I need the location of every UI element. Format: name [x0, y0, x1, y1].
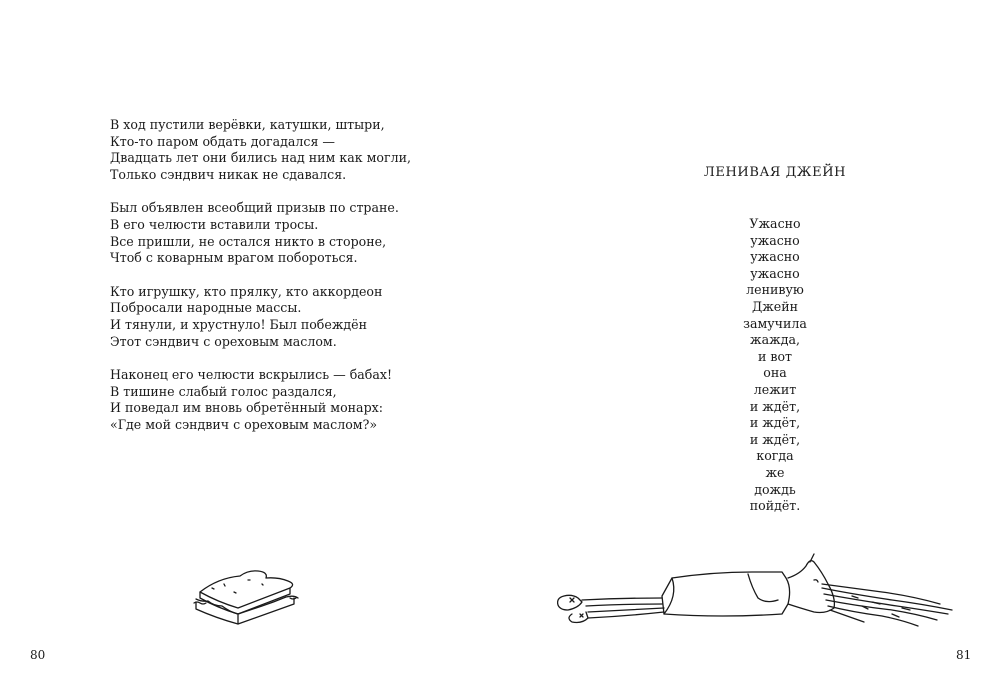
poem-line: И тянули, и хрустнуло! Был побеждён — [110, 316, 368, 332]
lying-girl-drawing — [552, 548, 972, 633]
poem-line: замучила — [743, 315, 807, 331]
stanza — [110, 284, 470, 350]
poem-line: пойдёт. — [749, 498, 801, 514]
stanza — [110, 367, 470, 433]
poem-line: Побросали народные массы. — [110, 300, 302, 316]
poem-line: и ждёт, — [749, 415, 801, 431]
poem-line: ужасно — [750, 232, 800, 248]
right-page — [500, 0, 1000, 688]
poem-line: Кто игрушку, кто прялку, кто аккордеон — [110, 283, 383, 299]
poem-body — [675, 216, 875, 515]
poem-line: дождь — [754, 481, 796, 497]
poem-line: Двадцать лет они бились над ним как могли, — [110, 150, 411, 166]
poem-line: когда — [756, 448, 794, 464]
poem-line: и ждёт, — [749, 398, 801, 414]
poem-line: и ждёт, — [749, 431, 801, 447]
stanza — [110, 117, 470, 183]
page-number: 81 — [956, 648, 972, 662]
poem-line: же — [765, 464, 785, 480]
poem-stanzas — [110, 117, 470, 451]
poem-line: Кто-то паром обдать догадался — — [110, 133, 336, 149]
poem-line: В ход пустили верёвки, катушки, штыри, — [110, 117, 385, 132]
poem-line: Был объявлен всеобщий призыв по стране. — [110, 200, 399, 216]
poem-line: Ужасно — [749, 216, 801, 231]
poem-line: Наконец его челюсти вскрылись — бабах! — [110, 367, 393, 383]
poem-line: ленивую — [746, 282, 804, 298]
stanza — [110, 200, 470, 266]
poem-line: Джейн — [751, 298, 799, 314]
poem-line: И поведал им вновь обретённый монарх: — [110, 400, 383, 416]
poem-line: Чтоб с коварным врагом побороться. — [110, 250, 358, 266]
poem-line: «Где мой сэндвич с ореховым маслом?» — [110, 416, 378, 432]
poem-line: Все пришли, не остался никто в стороне, — [110, 233, 387, 249]
poem-line: и вот — [757, 348, 793, 364]
poem-line: ужасно — [750, 265, 800, 281]
poem-line: Этот сэндвич с ореховым маслом. — [110, 333, 337, 349]
poem-line: она — [763, 365, 787, 381]
poem-line: В его челюсти вставили тросы. — [110, 216, 319, 232]
poem-line: В тишине слабый голос раздался, — [110, 383, 337, 399]
poem-title: ЛЕНИВАЯ ДЖЕЙН — [703, 165, 847, 180]
poem-line: Только сэндвич никак не сдавался. — [110, 166, 347, 182]
page-number: 80 — [30, 648, 46, 662]
sandwich-drawing — [178, 568, 303, 626]
poem-line: ужасно — [750, 249, 800, 265]
poem-line: жажда, — [750, 332, 800, 348]
poem-line: лежит — [753, 381, 797, 397]
